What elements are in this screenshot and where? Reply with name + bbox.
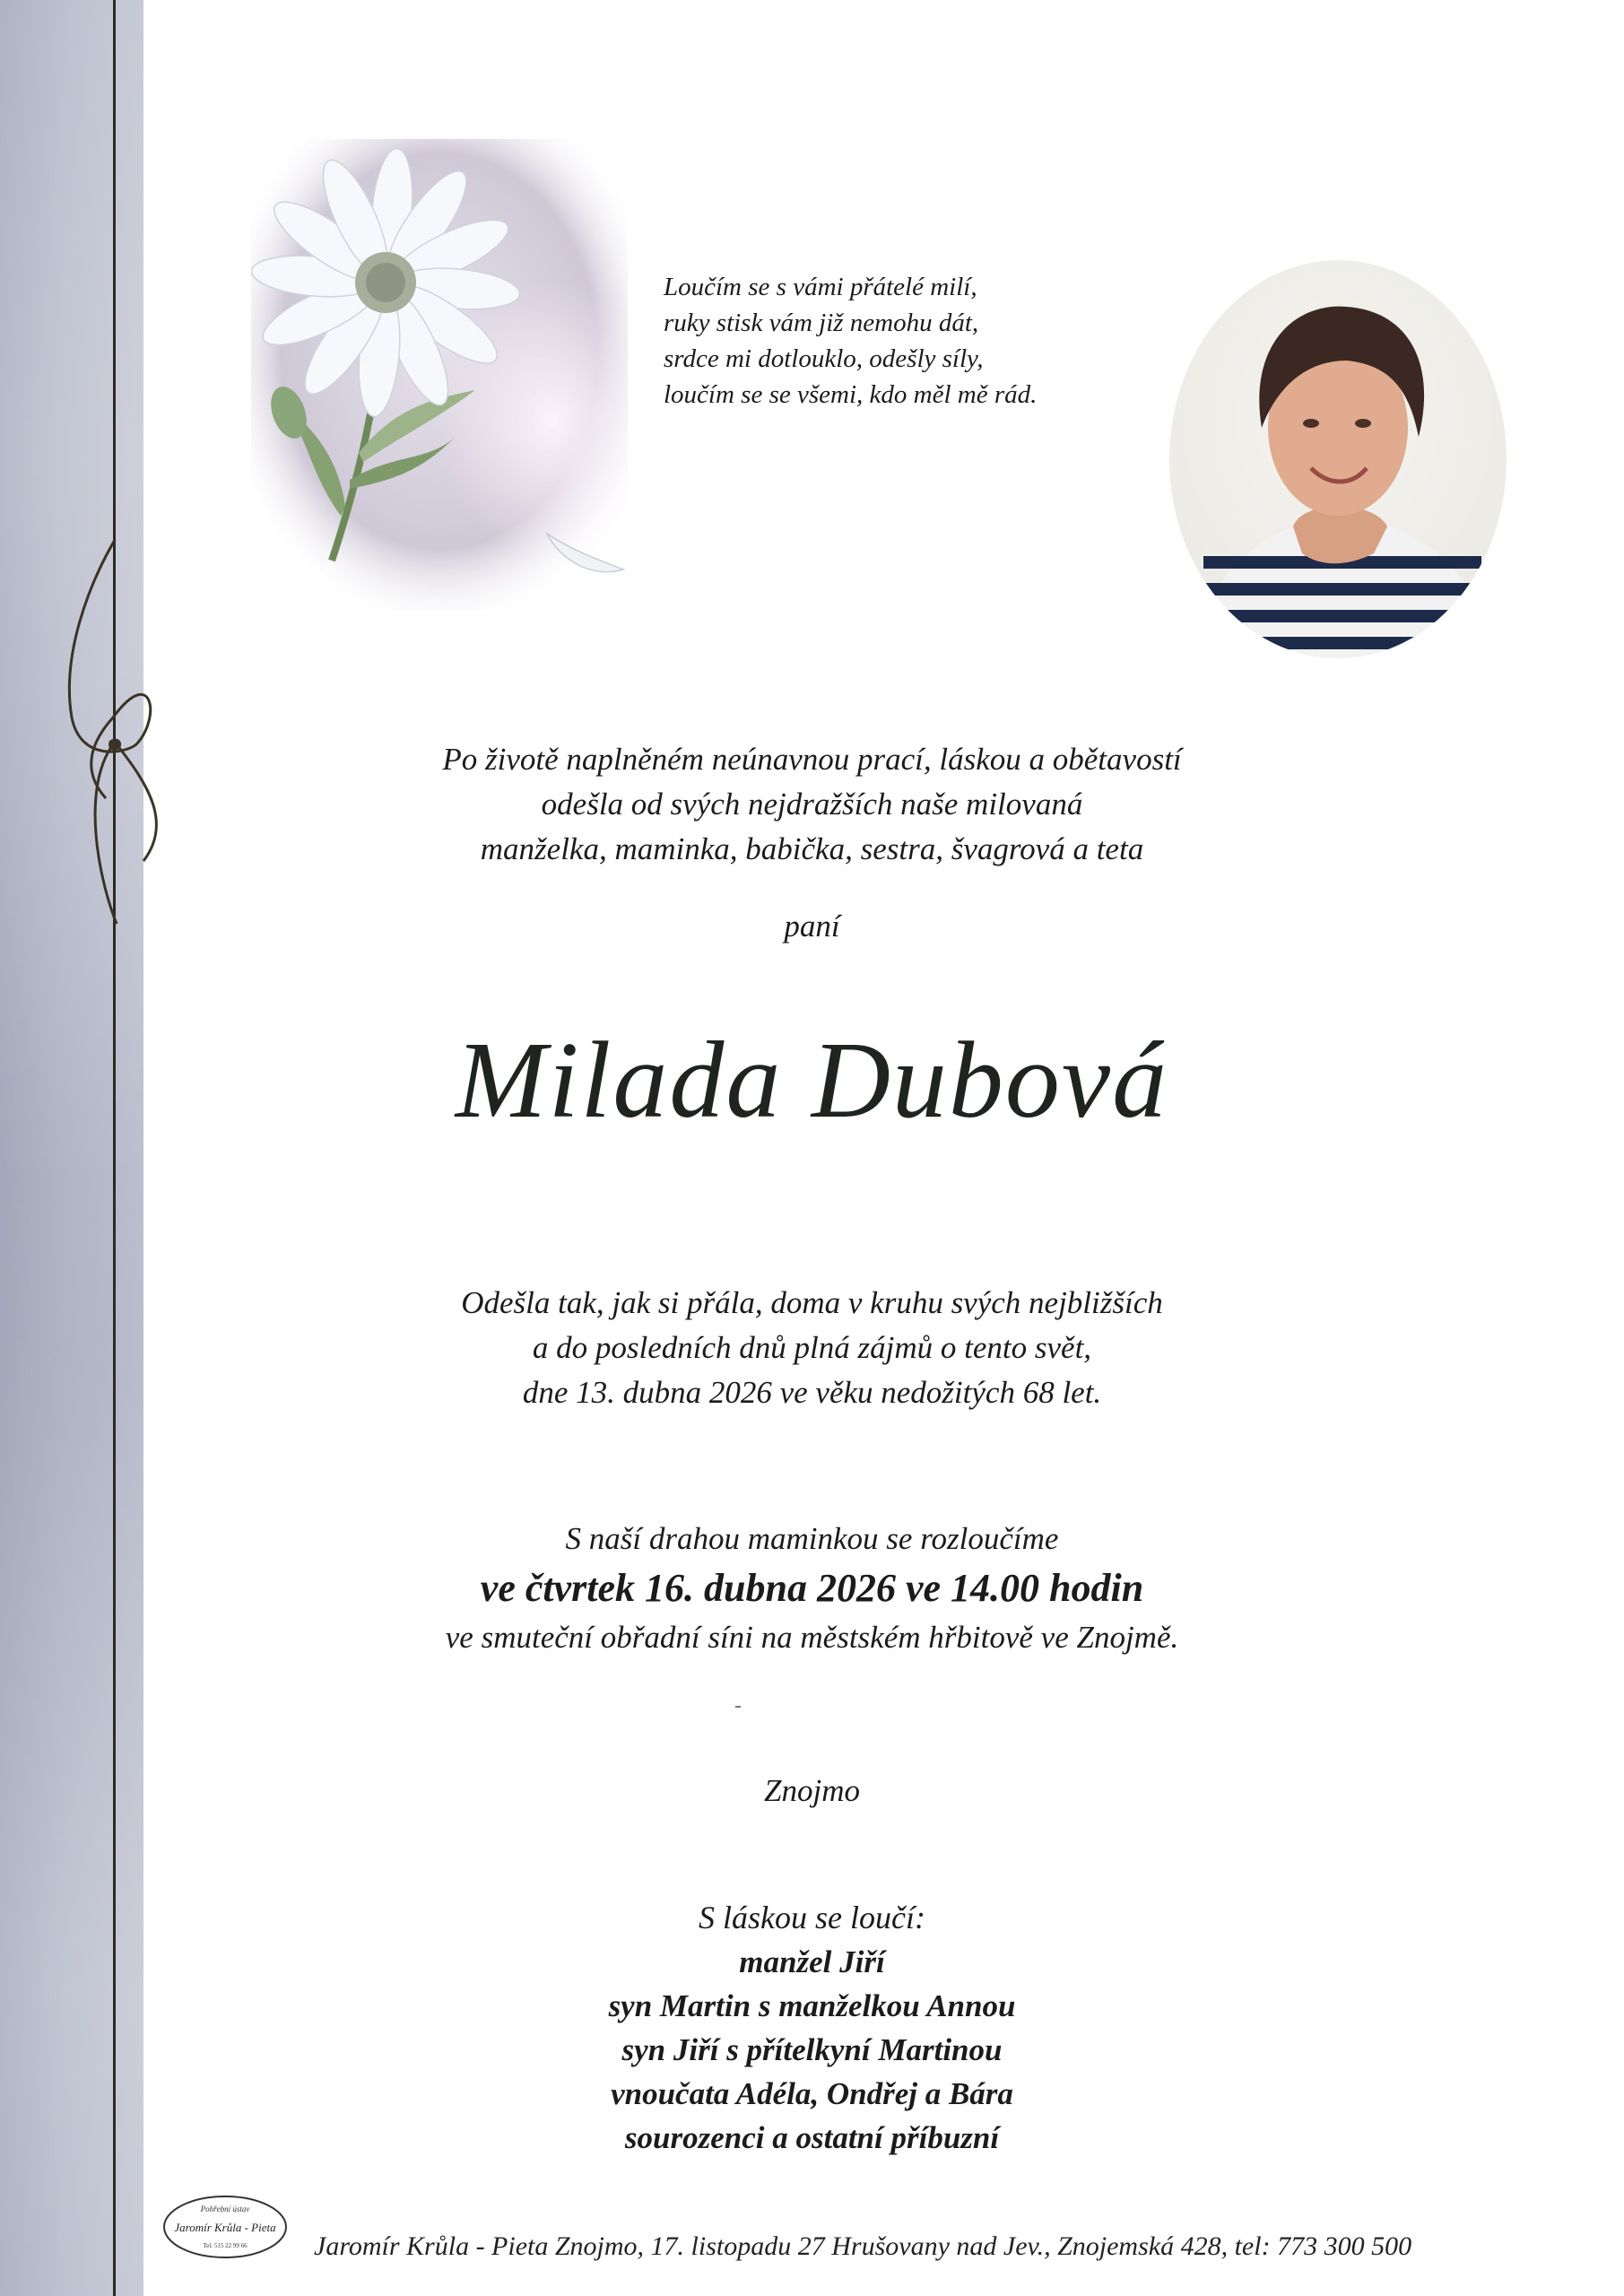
mourner-item: sourozenci a ostatní příbuzní <box>624 2120 1000 2155</box>
mourner-item: manžel Jiří <box>739 1944 885 1979</box>
passing-text <box>0 1281 1624 1415</box>
funeral-home-seal-logo <box>161 2194 289 2260</box>
passing-line: a do posledních dnů plná zájmů o tento svět, <box>532 1330 1092 1365</box>
mourners-title: S láskou se loučí: <box>699 1900 925 1935</box>
poem-line: ruky stisk vám již nemohu dát, <box>664 309 979 337</box>
funeral-datetime: ve čtvrtek 16. dubna 2026 ve 14.00 hodin <box>480 1566 1144 1610</box>
deceased-portrait-photo <box>1168 257 1508 661</box>
seal-bottom-text: Tel: 515 22 99 66 <box>203 2242 248 2249</box>
cord-bow-icon <box>54 529 179 942</box>
divider-mark <box>735 1706 741 1708</box>
farewell-line: S naší drahou maminkou se rozloučíme <box>565 1521 1059 1556</box>
seal-top-text: Pohřební ústav <box>200 2205 250 2213</box>
honorific: paní <box>784 909 840 944</box>
city-name: Znojmo <box>764 1773 860 1808</box>
intro-line: manželka, maminka, babička, sestra, švagrová a teta <box>480 831 1144 866</box>
poem-line: loučím se se všemi, kdo měl mě rád. <box>664 380 1038 409</box>
intro-text <box>0 737 1624 872</box>
farewell-poem <box>664 269 1166 413</box>
seal-middle-text: Jaromír Krůla - Pieta <box>174 2221 276 2234</box>
poem-line: srdce mi dotlouklo, odešly síly, <box>664 344 984 373</box>
funeral-home-footer: Jaromír Krůla - Pieta Znojmo, 17. listopadu 27 Hrušovany nad Jev., Znojemská 428, tel: 773 300 500 <box>314 2231 1412 2261</box>
mourner-item: syn Jiří s přítelkyní Martinou <box>621 2032 1003 2067</box>
funeral-venue: ve smuteční obřadní síni na městském hřbitově ve Znojmě. <box>445 1620 1179 1655</box>
funeral-details <box>0 1516 1624 1661</box>
daisy-flower-image <box>251 139 628 610</box>
mourners-list <box>0 1940 1624 2160</box>
intro-line: odešla od svých nejdražších naše milovaná <box>541 787 1083 822</box>
passing-line: Odešla tak, jak si přála, doma v kruhu svých nejbližších <box>461 1285 1163 1320</box>
deceased-name: Milada Dubová <box>455 1020 1169 1141</box>
mourner-item: syn Martin s manželkou Annou <box>608 1988 1016 2023</box>
intro-line: Po životě naplněném neúnavnou prací, láskou a obětavostí <box>442 742 1182 777</box>
passing-line: dne 13. dubna 2026 ve věku nedožitých 68 let. <box>522 1375 1102 1410</box>
poem-line: Loučím se s vámi přátelé milí, <box>664 273 977 301</box>
mourner-item: vnoučata Adéla, Ondřej a Bára <box>611 2076 1013 2111</box>
